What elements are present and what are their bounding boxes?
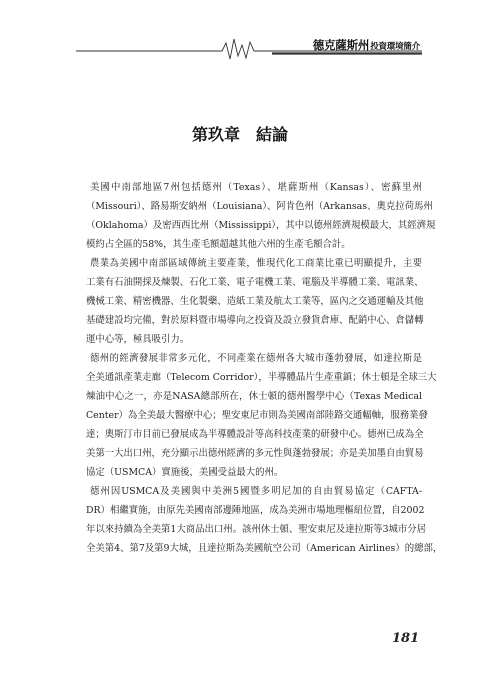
text-line: 運中心等，極具吸引力。 xyxy=(86,334,190,345)
header-title xyxy=(313,37,420,53)
text-line: 基礎建設均完備，對於原料暨市場導向之投資及設立發貨倉庫、配銷中心、倉儲轉 xyxy=(86,315,424,326)
text-line: 機械工業、精密機器、生化製藥、造紙工業及航太工業等，區內之交通運輸及其他 xyxy=(86,296,424,307)
text-line: 年以來持續為全美第1大商品出口州。該州休士頓、聖安東尼及達拉斯等3城市分居 xyxy=(86,524,427,535)
paragraph xyxy=(86,178,436,254)
text-line: （Oklahoma）及密西西比州（Mississippi），其中以德州經濟規模最大，其經濟規 xyxy=(86,220,436,231)
chapter-title: 第玖章 結論 xyxy=(191,125,288,144)
text-line: 美國中南部地區7州包括德州（Texas）、堪薩斯州（Kansas）、密蘇里州 xyxy=(90,182,422,193)
body-text xyxy=(86,178,443,558)
text-line: 煉油中心之一，亦是NASA總部所在，休士頓的德州醫學中心（Texas Medical xyxy=(86,391,422,402)
page-number: 181 xyxy=(392,631,420,646)
running-header xyxy=(76,34,422,62)
text-line: 全美第4、第7及第9大城，且達拉斯為美國航空公司（American Airlines）的總部， xyxy=(86,543,443,554)
text-line: Center）為全美最大醫療中心；聖安東尼市則為美國南部陸路交通輻軸，服務業發 xyxy=(86,410,428,421)
text-line: 協定（USMCA）實施後，美國受益最大的州。 xyxy=(86,467,284,478)
text-line: 全美通訊產業走廊（Telecom Corridor），半導體晶片生產重鎮；休士頓是全球三大 xyxy=(86,372,437,383)
text-line: 德州的經濟發展非常多元化，不同產業在德州各大城市蓬勃發展，如達拉斯是 xyxy=(90,353,422,364)
paragraph xyxy=(86,482,443,558)
text-line: 美第一大出口州，充分顯示出德州經濟的多元性與蓬勃發展；亦是美加墨自由貿易 xyxy=(86,448,424,459)
text-line: 農業為美國中南部區域傳統主要產業，惟現代化工商業比重已明顯提升，主要 xyxy=(90,258,422,269)
header-title-sub: 投資環境簡介 xyxy=(370,42,420,52)
text-line: 模約占全區的58%，其生產毛額超越其他六州的生產毛額合計。 xyxy=(86,239,351,250)
header-title-main: 德克薩斯州 xyxy=(312,38,370,52)
text-line: （Missouri）、路易斯安納州（Louisiana）、阿肯色州（Arkansas、奧克拉荷馬州 xyxy=(86,201,433,212)
text-line: 德州因USMCA及美國與中美洲5國暨多明尼加的自由貿易協定（CAFTA- xyxy=(90,486,422,497)
text-line: 達；奧斯汀市目前已發展成為半導體設計等高科技產業的研發中心。德州已成為全 xyxy=(86,429,424,440)
text-line: DR）相繼實施，由原先美國南部邊陲地區，成為美洲市場地理樞紐位置，自2002 xyxy=(86,505,425,516)
paragraph xyxy=(86,254,422,349)
text-line: 工業有石油開採及煉製、石化工業、電子電機工業、電腦及半導體工業、電訊業、 xyxy=(86,277,424,288)
paragraph xyxy=(86,349,437,482)
